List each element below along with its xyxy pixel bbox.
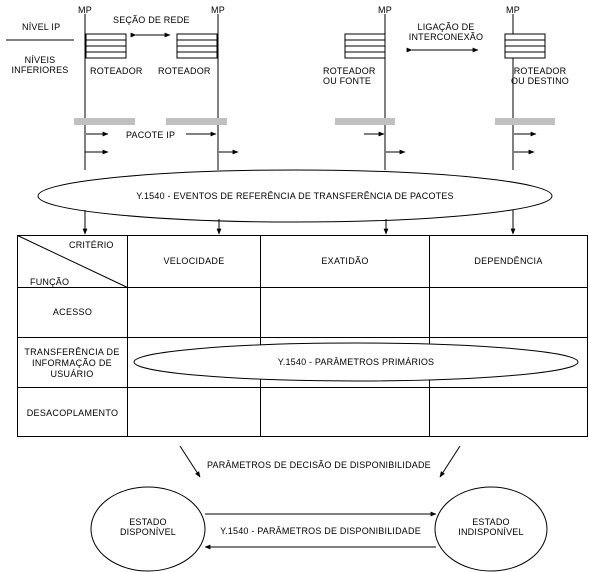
interconnection-label: LIGAÇÃO DE INTERCONEXÃO: [408, 22, 484, 42]
mp-label-4: MP: [506, 5, 520, 15]
mp-label-3: MP: [378, 5, 392, 15]
ip-packet-label: PACOTE IP: [126, 130, 176, 140]
router-label-1: ROTEADOR: [90, 66, 143, 76]
mp-label-1: MP: [78, 5, 92, 15]
decision-arrow-right: [440, 446, 460, 477]
availability-params-label: Y.1540 - PARÂMETROS DE DISPONIBILIDADE: [220, 526, 421, 536]
network-section-label: SEÇÃO DE REDE: [113, 15, 190, 25]
function-header: FUNÇÃO: [30, 277, 70, 287]
unavailable-state-label: ESTADO INDISPONÍVEL: [458, 517, 524, 537]
decision-arrow-left: [180, 446, 200, 477]
router-stack-destination: [505, 34, 545, 58]
router-stack-source: [345, 34, 385, 58]
primary-params-label: Y.1540 - PARÂMETROS PRIMÁRIOS: [277, 357, 435, 367]
events-ellipse-label: Y.1540 - EVENTOS DE REFERÊNCIA DE TRANSFERÊNCIA DE PACOTES: [136, 191, 454, 201]
criterion-header: CRITÉRIO: [69, 240, 114, 250]
row-header-access: ACESSO: [52, 307, 93, 317]
column-header-speed: VELOCIDADE: [163, 256, 225, 266]
router-label-2: ROTEADOR: [158, 66, 211, 76]
availability-decision-label: PARÂMETROS DE DECISÃO DE DISPONIBILIDADE: [207, 460, 431, 470]
router-stack-1: [86, 34, 126, 58]
router-stack-2: [177, 34, 217, 58]
packet-bars: [74, 118, 555, 125]
ip-level-label: NÍVEL IP: [22, 22, 61, 32]
column-header-dependability: DEPENDÊNCIA: [474, 256, 543, 266]
column-header-accuracy: EXATIDÃO: [321, 256, 369, 266]
mp-label-2: MP: [211, 5, 225, 15]
row-header-disengagement: DESACOPLAMENTO: [26, 408, 119, 418]
row-header-transfer: TRANSFERÊNCIA DE INFORMAÇÃO DE USUÁRIO: [24, 347, 120, 379]
router-destination-label: ROTEADOR OU DESTINO: [510, 66, 569, 86]
router-source-label: ROTEADOR OU FONTE: [323, 66, 376, 86]
lower-levels-label: NÍVEIS INFERIORES: [11, 55, 69, 75]
available-state-label: ESTADO DISPONÍVEL: [119, 517, 177, 537]
